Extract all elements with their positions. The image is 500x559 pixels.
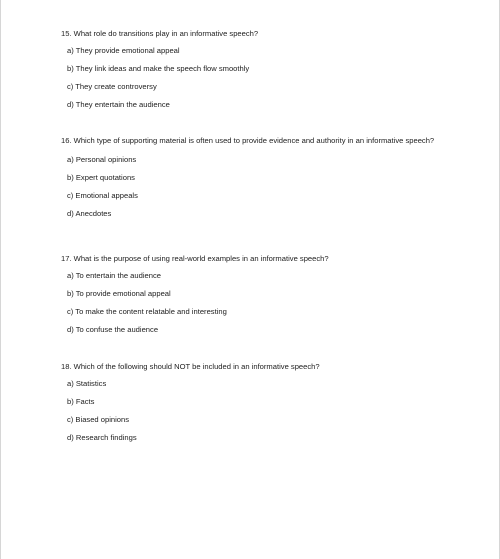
answer-options — [61, 270, 441, 335]
answer-option: a) To entertain the audience — [67, 271, 162, 280]
answer-option: a) Statistics — [67, 379, 107, 388]
question-17 — [61, 253, 441, 342]
answer-option: c) Emotional appeals — [67, 191, 138, 200]
question-text: 16. Which type of supporting material is often used to provide evidence and authority in an informative speech? — [61, 136, 435, 145]
answer-option: b) They link ideas and make the speech flow smoothly — [67, 64, 250, 73]
answer-option: d) Anecdotes — [67, 209, 112, 218]
answer-option: a) They provide emotional appeal — [67, 46, 180, 55]
question-18 — [61, 361, 441, 450]
answer-option: c) To make the content relatable and interesting — [67, 307, 227, 316]
answer-option: c) They create controversy — [67, 82, 157, 91]
answer-option: d) To confuse the audience — [67, 325, 159, 334]
answer-option: b) To provide emotional appeal — [67, 289, 171, 298]
answer-option: d) They entertain the audience — [67, 100, 170, 109]
answer-options — [61, 45, 441, 110]
answer-option: d) Research findings — [67, 433, 137, 442]
question-15 — [61, 28, 441, 117]
answer-option: b) Expert quotations — [67, 173, 135, 182]
answer-option: c) Biased opinions — [67, 415, 130, 424]
answer-option: b) Facts — [67, 397, 95, 406]
question-16 — [61, 135, 441, 226]
question-text: 18. Which of the following should NOT be included in an informative speech? — [61, 362, 320, 371]
answer-options — [61, 154, 441, 219]
document-page — [1, 0, 499, 559]
answer-option: a) Personal opinions — [67, 155, 137, 164]
question-text: 15. What role do transitions play in an informative speech? — [61, 29, 259, 38]
question-text: 17. What is the purpose of using real-world examples in an informative speech? — [61, 254, 329, 263]
answer-options — [61, 378, 441, 443]
